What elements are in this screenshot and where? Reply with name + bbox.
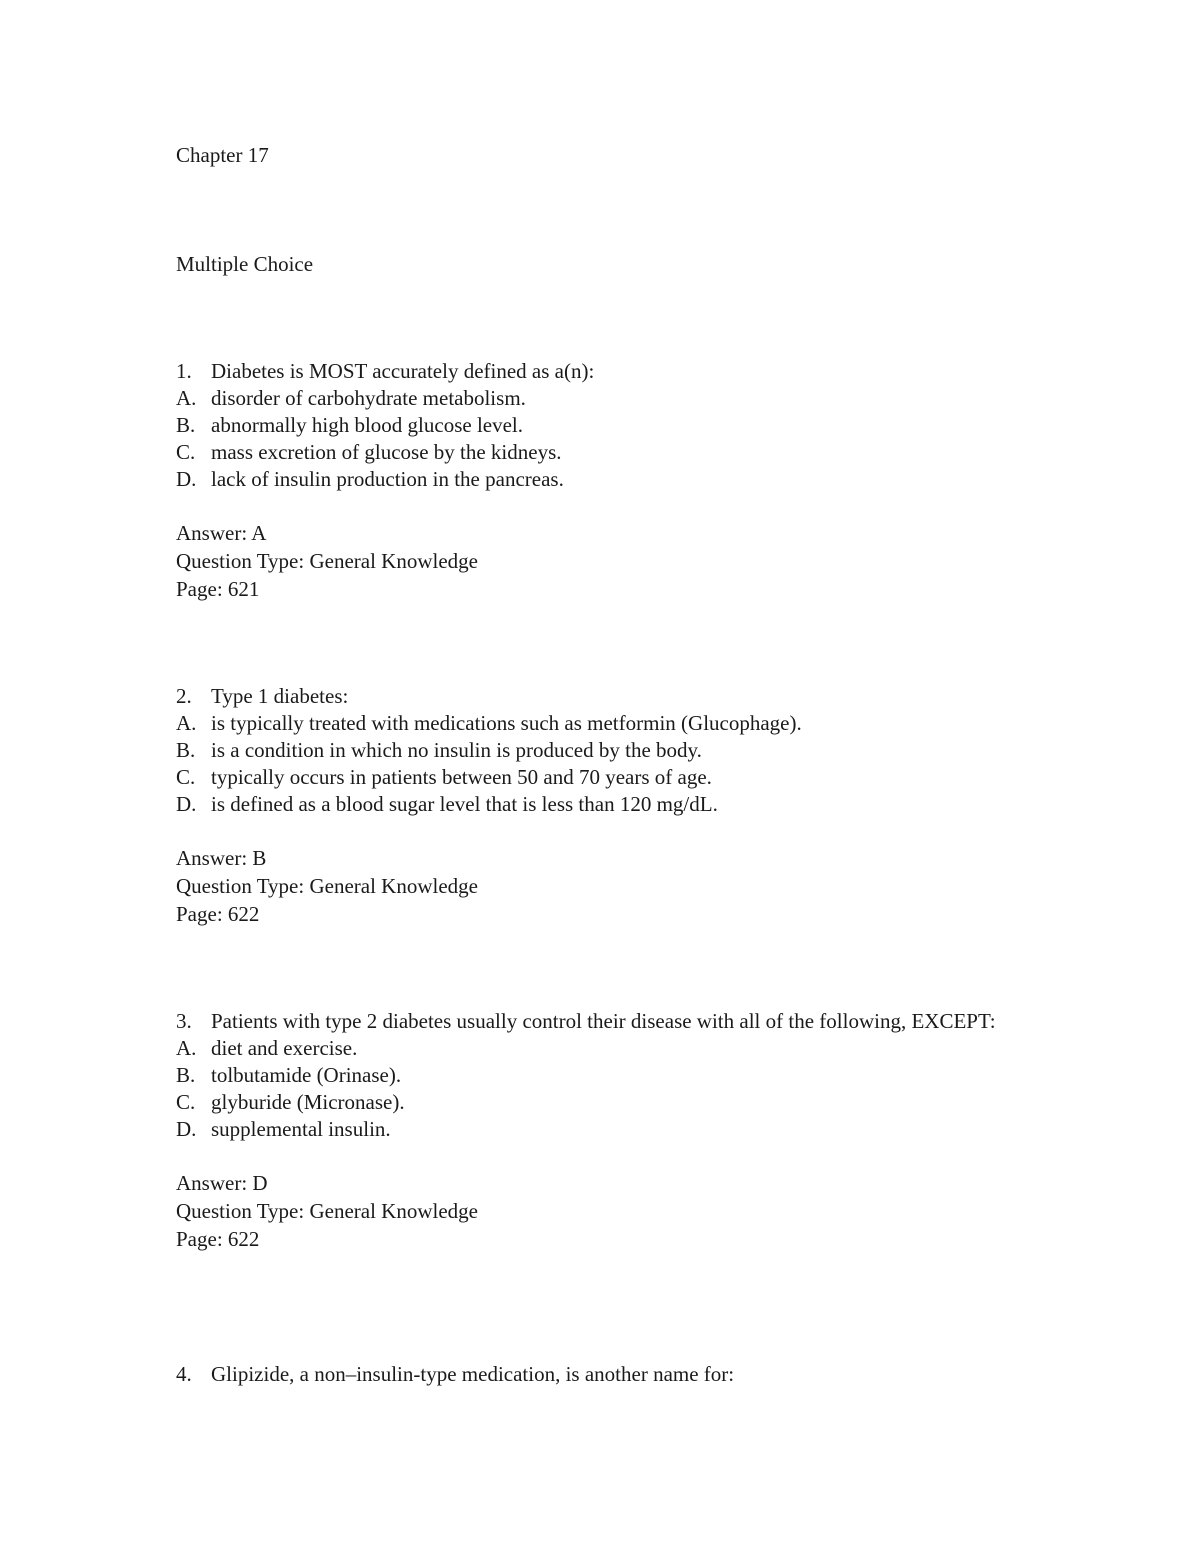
answer: Answer: A — [176, 521, 267, 545]
option-label: B. — [176, 738, 196, 762]
option-text: abnormally high blood glucose level. — [211, 413, 524, 437]
question-text: Patients with type 2 diabetes usually control their disease with all of the following, EXCEPT: — [211, 1009, 996, 1033]
option-label: C. — [176, 440, 196, 464]
question-text: Glipizide, a non–insulin-type medication, is another name for: — [211, 1362, 735, 1386]
question-text: Type 1 diabetes: — [211, 684, 349, 708]
option-text: mass excretion of glucose by the kidneys. — [211, 440, 562, 464]
question-type: Question Type: General Knowledge — [176, 549, 478, 573]
page-reference: Page: 621 — [176, 577, 260, 601]
option-text: is defined as a blood sugar level that is less than 120 mg/dL. — [211, 792, 718, 816]
option-text: typically occurs in patients between 50 and 70 years of age. — [211, 765, 712, 789]
option-label: D. — [176, 1117, 197, 1141]
option-text: tolbutamide (Orinase). — [211, 1063, 402, 1087]
option-text: diet and exercise. — [211, 1036, 358, 1060]
option-label: D. — [176, 792, 197, 816]
option-label: A. — [176, 1036, 197, 1060]
section-title: Multiple Choice — [176, 252, 314, 276]
option-b — [176, 1062, 1016, 1089]
answer-block — [176, 520, 1016, 604]
option-b — [176, 737, 1016, 764]
question-1 — [176, 358, 1016, 604]
question-number: 3. — [176, 1009, 192, 1033]
option-a — [176, 710, 1016, 737]
option-d — [176, 466, 1016, 493]
option-text: supplemental insulin. — [211, 1117, 391, 1141]
question-number: 2. — [176, 684, 192, 708]
option-a — [176, 385, 1016, 412]
option-label: B. — [176, 413, 196, 437]
option-label: C. — [176, 765, 196, 789]
option-a — [176, 1035, 1016, 1062]
option-d — [176, 1116, 1016, 1143]
question-stem — [176, 1361, 1016, 1388]
option-text: lack of insulin production in the pancreas. — [211, 467, 564, 491]
question-3 — [176, 1008, 1016, 1254]
question-stem — [176, 683, 1016, 710]
option-c — [176, 764, 1016, 791]
question-number: 1. — [176, 359, 192, 383]
question-4 — [176, 1361, 1016, 1388]
answer: Answer: D — [176, 1171, 268, 1195]
question-type: Question Type: General Knowledge — [176, 1199, 478, 1223]
option-label: A. — [176, 386, 197, 410]
question-stem — [176, 358, 1016, 385]
option-d — [176, 791, 1016, 818]
option-text: is a condition in which no insulin is produced by the body. — [211, 738, 702, 762]
option-label: A. — [176, 711, 197, 735]
option-c — [176, 439, 1016, 466]
answer-block — [176, 845, 1016, 929]
page-reference: Page: 622 — [176, 1227, 260, 1251]
page-reference: Page: 622 — [176, 902, 260, 926]
option-b — [176, 412, 1016, 439]
option-c — [176, 1089, 1016, 1116]
question-type: Question Type: General Knowledge — [176, 874, 478, 898]
option-label: C. — [176, 1090, 196, 1114]
option-label: B. — [176, 1063, 196, 1087]
answer: Answer: B — [176, 846, 267, 870]
question-2 — [176, 683, 1016, 929]
question-number: 4. — [176, 1362, 192, 1386]
option-label: D. — [176, 467, 197, 491]
chapter-title: Chapter 17 — [176, 143, 269, 167]
option-text: disorder of carbohydrate metabolism. — [211, 386, 526, 410]
answer-block — [176, 1170, 1016, 1254]
option-text: glyburide (Micronase). — [211, 1090, 405, 1114]
option-text: is typically treated with medications such as metformin (Glucophage). — [211, 711, 802, 735]
question-stem — [176, 1008, 1016, 1035]
question-text: Diabetes is MOST accurately defined as a(n): — [211, 359, 595, 383]
